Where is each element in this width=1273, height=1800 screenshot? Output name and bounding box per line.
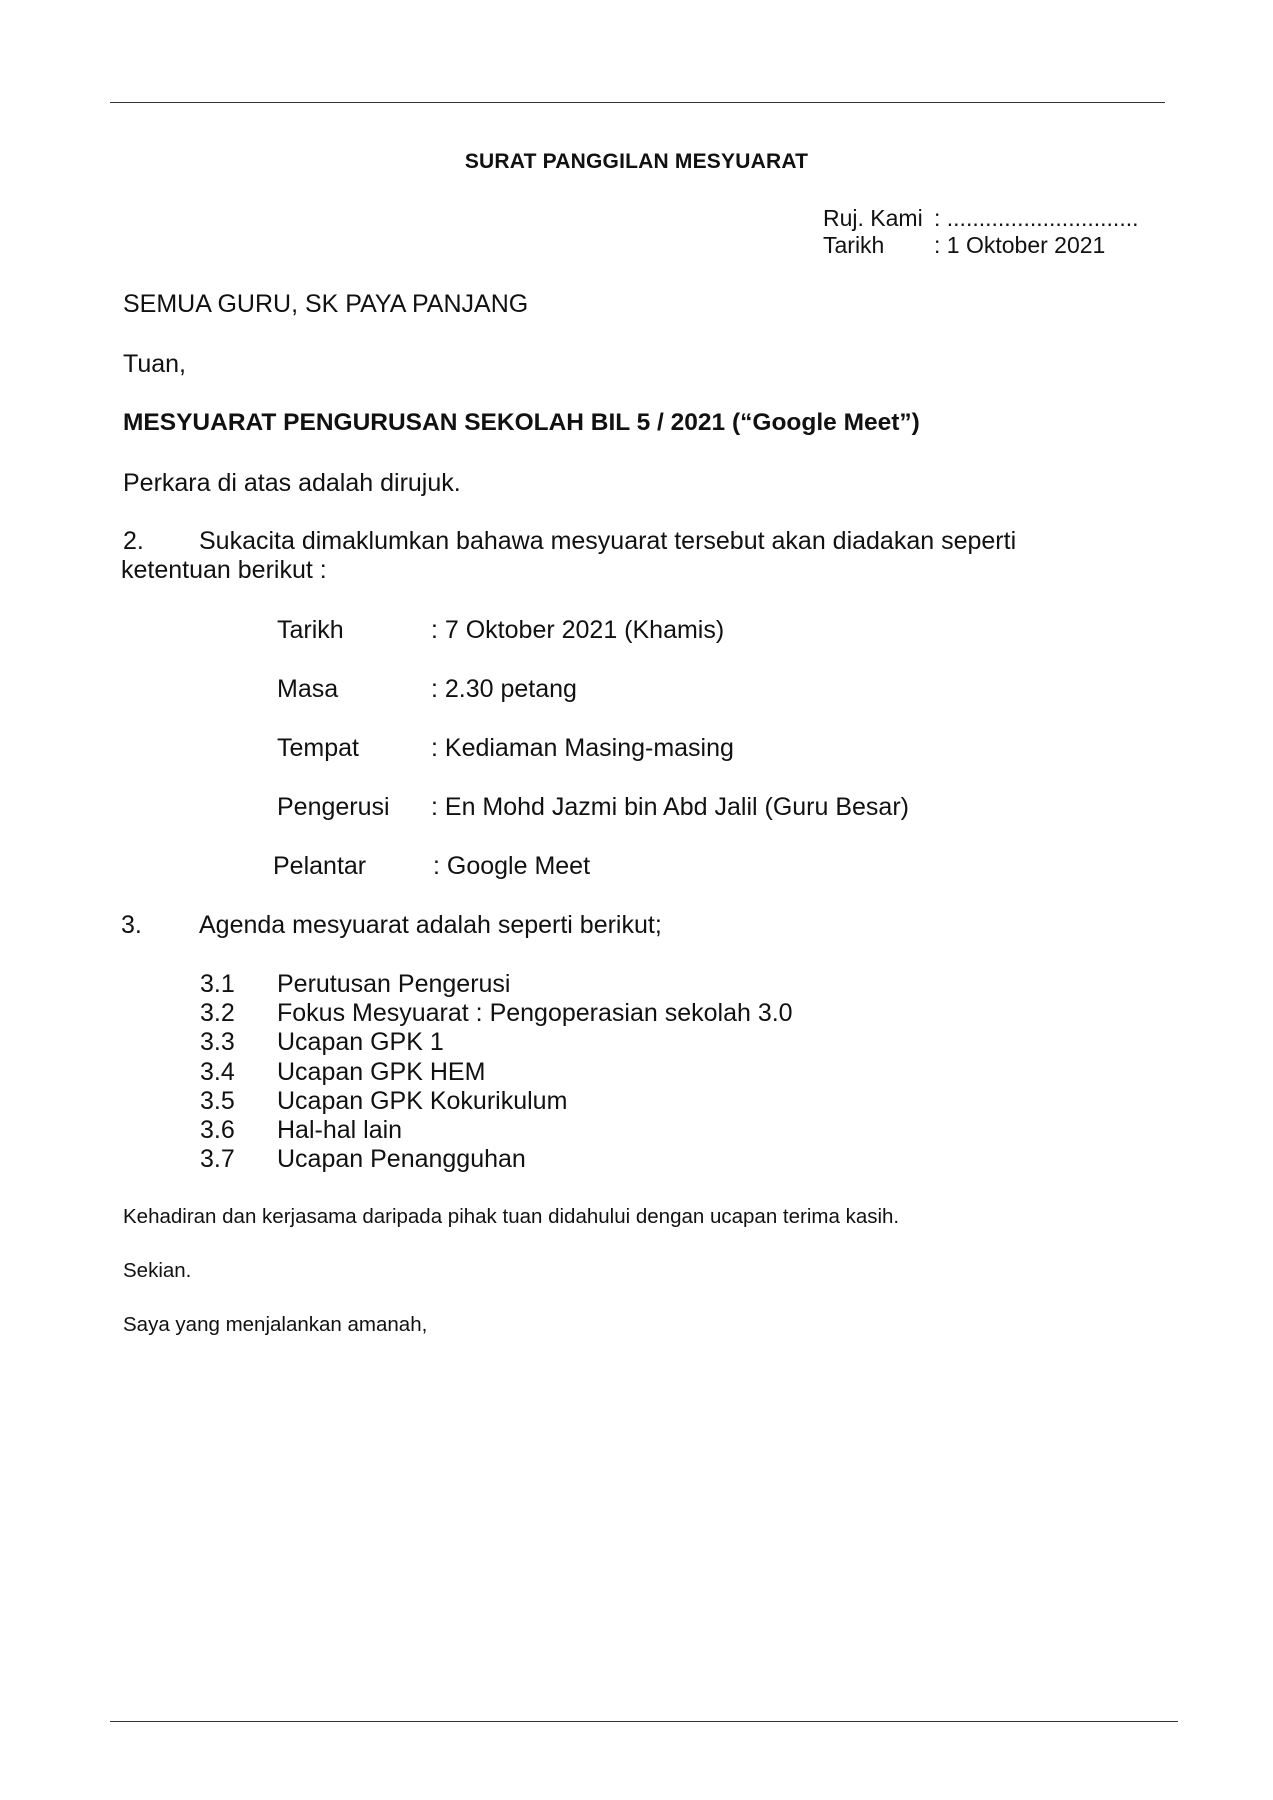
- footer-divider: [110, 1721, 1178, 1722]
- detail-value: : En Mohd Jazmi bin Abd Jalil (Guru Besar): [431, 793, 909, 821]
- paragraph-2-number: 2.: [123, 527, 144, 555]
- agenda-number: 3.7: [200, 1145, 235, 1173]
- agenda-number: 3.1: [200, 970, 235, 998]
- agenda-item: Ucapan Penangguhan: [277, 1145, 526, 1173]
- ref-label: Ruj. Kami: [823, 205, 923, 231]
- detail-value: : Kediaman Masing-masing: [431, 734, 734, 762]
- date-label: Tarikh: [823, 232, 885, 258]
- signoff-text: Saya yang menjalankan amanah,: [123, 1313, 428, 1336]
- detail-label: Masa: [277, 675, 339, 703]
- ref-value: : ..............................: [934, 205, 1139, 231]
- paragraph-1: Perkara di atas adalah dirujuk.: [123, 469, 461, 497]
- closing-remark: Kehadiran dan kerjasama daripada pihak tuan didahului dengan ucapan terima kasih.: [123, 1205, 900, 1228]
- agenda-number: 3.6: [200, 1116, 235, 1144]
- paragraph-3-number: 3.: [121, 911, 142, 939]
- paragraph-2-line-1: Sukacita dimaklumkan bahawa mesyuarat tersebut akan diadakan seperti: [199, 527, 1017, 555]
- detail-value: : Google Meet: [433, 852, 591, 880]
- agenda-item: Ucapan GPK HEM: [277, 1058, 486, 1086]
- detail-label: Pengerusi: [277, 793, 390, 821]
- subject-heading: MESYUARAT PENGURUSAN SEKOLAH BIL 5 / 2021 (“Google Meet”): [123, 409, 920, 436]
- paragraph-3-text: Agenda mesyuarat adalah seperti berikut;: [199, 911, 662, 939]
- salutation: Tuan,: [123, 350, 187, 378]
- agenda-item: Ucapan GPK Kokurikulum: [277, 1087, 568, 1115]
- detail-value: : 2.30 petang: [431, 675, 577, 703]
- agenda-item: Hal-hal lain: [277, 1116, 403, 1144]
- recipient: SEMUA GURU, SK PAYA PANJANG: [123, 290, 529, 318]
- agenda-item: Fokus Mesyuarat : Pengoperasian sekolah 3.0: [277, 999, 793, 1027]
- agenda-number: 3.2: [200, 999, 235, 1027]
- detail-label: Pelantar: [273, 852, 367, 880]
- detail-value: : 7 Oktober 2021 (Khamis): [431, 616, 725, 644]
- agenda-number: 3.3: [200, 1028, 235, 1056]
- header-divider: [110, 102, 1165, 103]
- agenda-item: Perutusan Pengerusi: [277, 970, 511, 998]
- sekian-text: Sekian.: [123, 1259, 192, 1282]
- agenda-number: 3.5: [200, 1087, 235, 1115]
- detail-label: Tarikh: [277, 616, 344, 644]
- detail-label: Tempat: [277, 734, 359, 762]
- date-value: : 1 Oktober 2021: [934, 232, 1106, 258]
- letter-title: SURAT PANGGILAN MESYUARAT: [464, 150, 809, 173]
- agenda-number: 3.4: [200, 1058, 235, 1086]
- agenda-item: Ucapan GPK 1: [277, 1028, 444, 1056]
- paragraph-2-line-2: ketentuan berikut :: [121, 556, 327, 584]
